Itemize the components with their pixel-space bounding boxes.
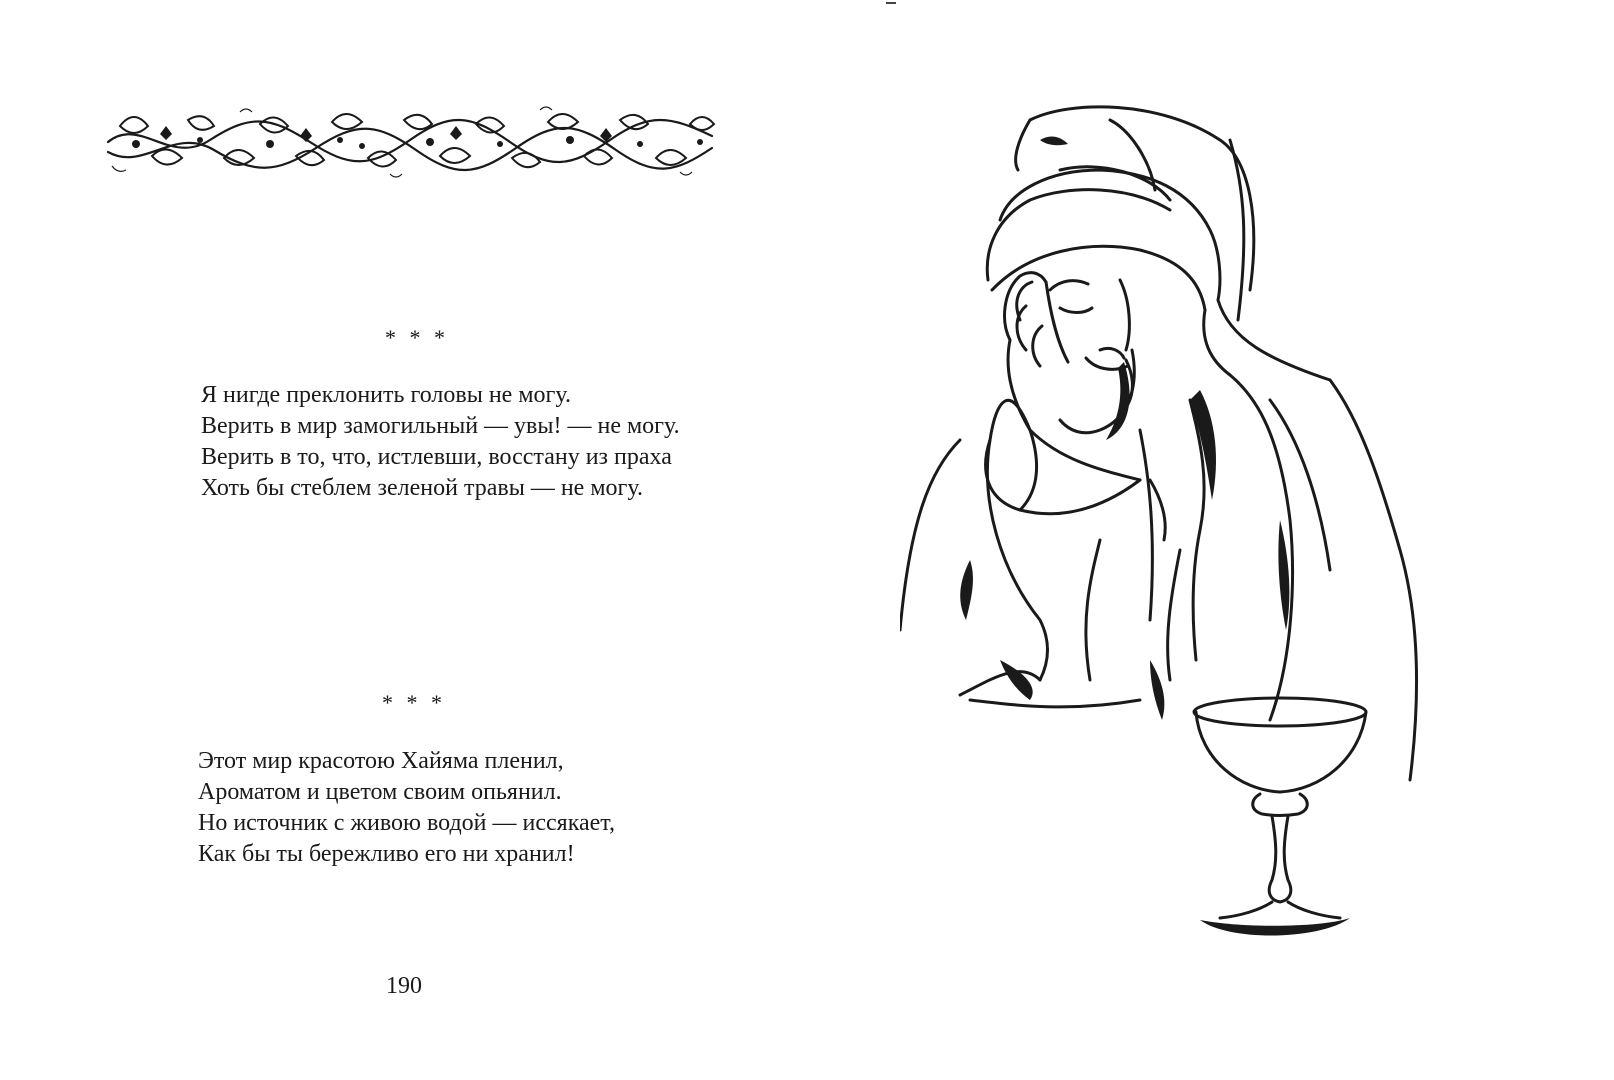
poem-separator: * * * <box>385 325 449 350</box>
page-number: 190 <box>386 973 422 999</box>
poem-separator: * * * <box>382 690 446 715</box>
man-in-turban-illustration-icon <box>900 100 1510 950</box>
poem-line: Верить в то, что, истлевши, восстану из праха <box>201 444 672 470</box>
poem-line: Но источник с живою водой — иссякает, <box>198 810 615 836</box>
poem-line: Верить в мир замогильный — увы! — не могу. <box>201 413 680 439</box>
poem-line: Ароматом и цветом своим опьянил. <box>198 779 562 805</box>
floral-vine-ornament-icon <box>100 96 722 188</box>
poem-line: Как бы ты бережливо его ни хранил! <box>198 841 575 867</box>
poem-line: Хоть бы стеблем зеленой травы — не могу. <box>201 475 643 501</box>
poem-line: Этот мир красотою Хайяма пленил, <box>198 748 564 774</box>
print-mark <box>886 2 896 4</box>
poem-stanza <box>201 380 680 504</box>
poem-line: Я нигде преклонить головы не могу. <box>201 382 571 408</box>
poem-stanza <box>198 746 615 870</box>
